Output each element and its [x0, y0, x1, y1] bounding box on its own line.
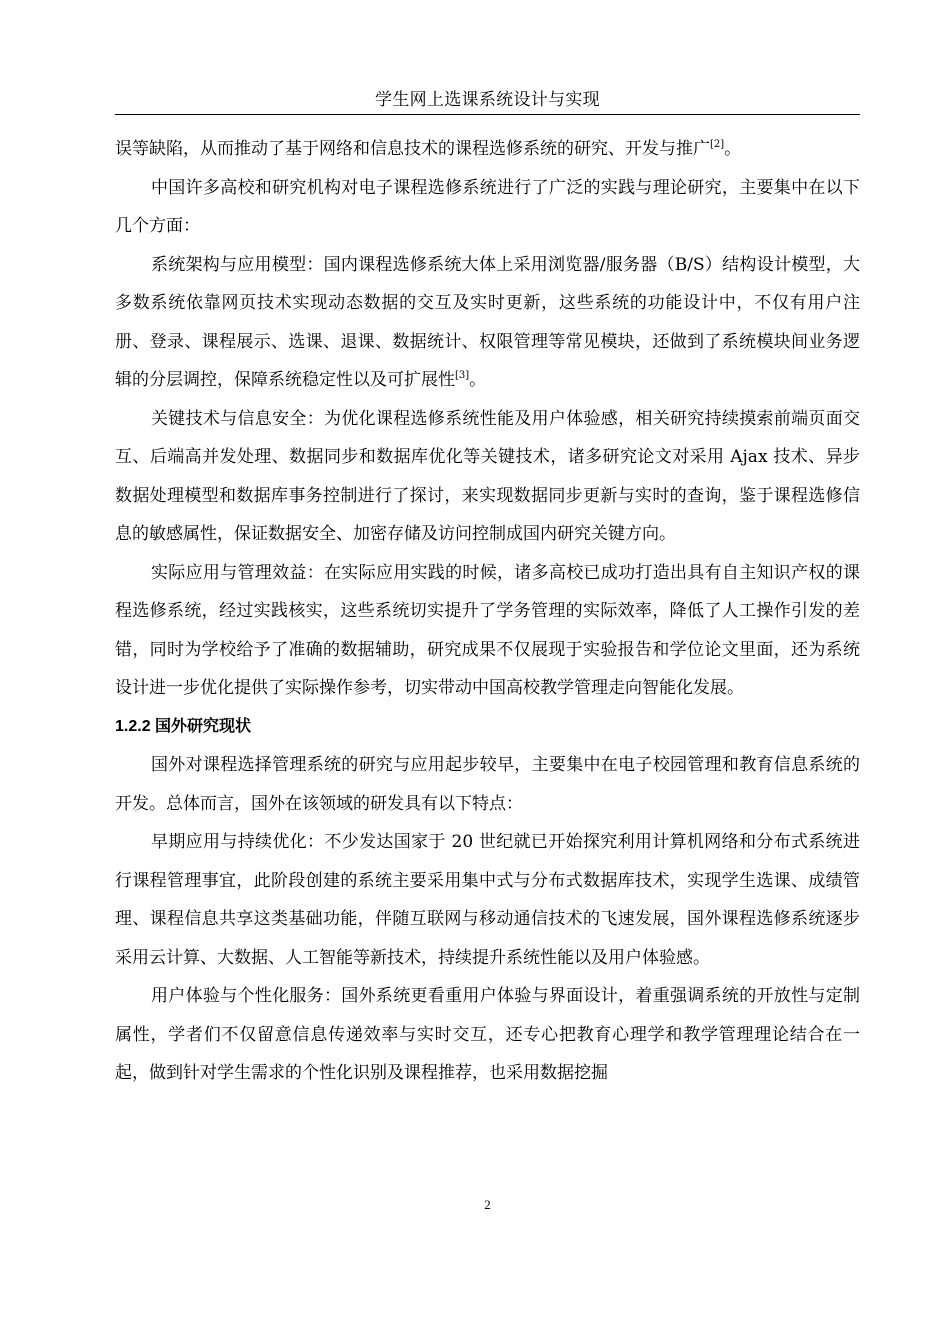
paragraph-architecture: [115, 246, 860, 400]
body-text: [115, 130, 860, 1093]
paragraph-continuation: [115, 130, 860, 169]
citation: [2]: [710, 139, 725, 150]
paragraph-key-technology: 关键技术与信息安全：为优化课程选修系统性能及用户体验感，相关研究持续摸索前端页面交互、后端高并发处理、数据同步和数据库优化等关键技术，诸多研究论文对采用 Ajax 技术、异步数据处理模型和数据库事务控制进行了探讨，来实现数据同步更新与实时的查询，鉴于课程选修信息的敏感属性，保证数据安全、加密存储及访问控制成国内研究关键方向。: [115, 408, 860, 544]
citation: [3]: [455, 370, 470, 381]
page-number: 2: [484, 1197, 491, 1212]
paragraph-domestic-intro: 中国许多高校和研究机构对电子课程选修系统进行了广泛的实践与理论研究，主要集中在以下几个方面：: [115, 177, 860, 236]
running-header: 学生网上选课系统设计与实现: [375, 90, 600, 110]
paragraph-text: 系统架构与应用模型：国内课程选修系统大体上采用浏览器/服务器（B/S）结构设计模型，大多数系统依靠网页技术实现动态数据的交互及实时更新，这些系统的功能设计中，不仅有用户注册、登录、课程展示、选课、退课、数据统计、权限管理等常见模块，还做到了系统模块间业务逻辑的分层调控，保障系统稳定性以及可扩展性: [115, 254, 860, 390]
paragraph-early-application: 早期应用与持续优化：不少发达国家于 20 世纪就已开始探究利用计算机网络和分布式系统进行课程管理事宜，此阶段创建的系统主要采用集中式与分布式数据库技术，实现学生选课、成绩管理、课程信息共享这类基础功能，伴随互联网与移动通信技术的飞速发展，国外课程选修系统逐步采用云计算、大数据、人工智能等新技术，持续提升系统性能以及用户体验感。: [115, 832, 860, 968]
paragraph-text: 误等缺陷，从而推动了基于网络和信息技术的课程选修系统的研究、开发与推广: [115, 139, 710, 159]
section-heading: [115, 708, 860, 747]
paragraph-foreign-intro: 国外对课程选择管理系统的研究与应用起步较早，主要集中在电子校园管理和教育信息系统的开发。总体而言，国外在该领域的研发具有以下特点：: [115, 755, 860, 814]
paragraph-user-experience: 用户体验与个性化服务：国外系统更看重用户体验与界面设计，着重强调系统的开放性与定制属性，学者们不仅留意信息传递效率与实时交互，还专心把教育心理学和教学管理理论结合在一起，做到针对学生需求的个性化识别及课程推荐，也采用数据挖掘: [115, 986, 860, 1083]
header-rule: [115, 114, 860, 115]
paragraph-application: 实际应用与管理效益：在实际应用实践的时候，诸多高校已成功打造出具有自主知识产权的课程选修系统，经过实践核实，这些系统切实提升了学务管理的实际效率，降低了人工操作引发的差错，同时为学校给予了准确的数据辅助，研究成果不仅展现于实验报告和学位论文里面，还为系统设计进一步优化提供了实际操作参考，切实带动中国高校教学管理走向智能化发展。: [115, 562, 860, 698]
section-number: 1.2.2: [115, 717, 151, 735]
section-title: 国外研究现状: [155, 717, 252, 735]
paragraph-tail: 。: [469, 370, 487, 390]
paragraph-tail: 。: [724, 139, 742, 159]
